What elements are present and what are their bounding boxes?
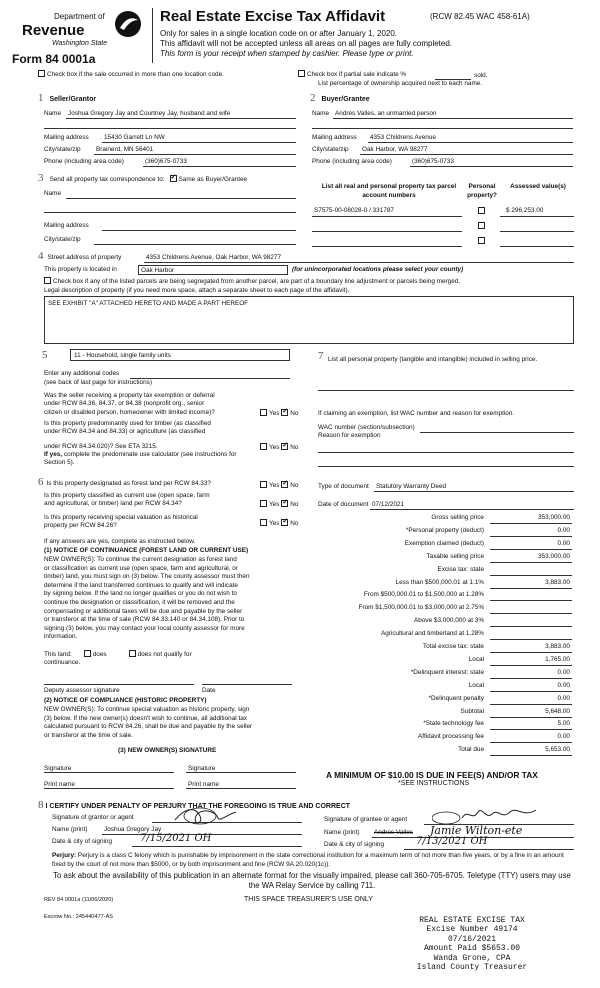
grantee-date[interactable]: 7/13/2021 OH [416, 836, 488, 847]
tax-row-label: Exemption claimed (deduct) [404, 539, 484, 547]
segregated-checkbox[interactable] [44, 277, 51, 284]
sec3-name-label: Name [44, 190, 62, 197]
header-line2: This affidavit will not be accepted unless all areas on all pages are fully completed. [160, 39, 453, 48]
sec6-q2a: Is this property classified as current use (open space, farm [44, 492, 210, 499]
tax-row-line [490, 613, 572, 614]
sec3-line2 [44, 212, 296, 213]
forest-no-checkbox[interactable] [281, 481, 288, 488]
sec3-mailing-line[interactable] [102, 230, 296, 231]
tax-row-line [490, 523, 572, 524]
section-number-2: 2 [310, 92, 316, 104]
tax-row-value[interactable]: 3,883.00 [545, 643, 570, 650]
buyer-heading: Buyer/Grantee [321, 96, 370, 103]
buyer-city-line [360, 154, 573, 155]
seller-name[interactable]: Joshua Gregory Jay and Courtney Jay, husband and wife [68, 110, 231, 117]
partial-sale-checkbox[interactable] [298, 70, 305, 77]
rev-number: REV 84 0001a (11/06/2020) [44, 897, 114, 903]
tax-row-label: Taxable selling price [426, 552, 484, 560]
form-rcw: (RCW 82.45 WAC 458-61A) [430, 12, 530, 21]
partial-sale-check[interactable]: Check box if partial sale indicate % [298, 70, 406, 78]
personal-property-checkbox[interactable] [478, 237, 485, 244]
notice-line: continue the designation or classification, it will be removed and the [44, 599, 235, 606]
form-number: Form 84 0001a [12, 52, 96, 66]
property-street[interactable]: 4353 Childrens Avenue, Oak Harbor, WA 98277 [146, 254, 281, 261]
revenue-word: Revenue [22, 22, 85, 39]
stamp-line-2: Excise Number 49174 [426, 925, 518, 935]
section-number-1: 1 [38, 92, 44, 104]
forest-yes-checkbox[interactable] [260, 481, 267, 488]
grantor-date[interactable]: 7/15/2021 OH [140, 833, 212, 844]
logo-swoosh-icon [114, 10, 142, 38]
revenue-logo [8, 8, 148, 58]
multi-location-check[interactable]: Check box if the sale occurred in more than one location code. [38, 70, 224, 78]
seller-city-line [94, 154, 296, 155]
section-number-6: 6 [38, 476, 44, 488]
buyer-name[interactable]: Andres Valles, an unmarried person [335, 110, 437, 117]
tax-row-value[interactable]: 0.00 [557, 694, 570, 702]
owner-print-line-2[interactable] [186, 788, 296, 789]
escrow-number: Escrow No.: 245440477-AS [44, 914, 114, 920]
treasurer-stamp [400, 916, 544, 972]
sec6-q2b: and agricultural, or timber) land per RCW 84.34? [44, 500, 182, 507]
sec3-name-line[interactable] [66, 198, 296, 199]
owner-print-line-1[interactable] [44, 788, 174, 789]
tax-row-label: Excise tax: state [437, 565, 484, 573]
doc-type-line [374, 491, 574, 492]
seller-name-line [66, 118, 296, 119]
deputy-date-line[interactable] [202, 684, 292, 685]
tax-row-label: Affidavit processing fee [418, 733, 484, 741]
seller-city[interactable]: Brainerd, MN 56401 [96, 146, 154, 153]
buyer-phone[interactable]: (360)675-0733 [412, 158, 454, 165]
section-number-4: 4 [38, 250, 44, 262]
tax-row-line [490, 600, 572, 601]
assessed-line [500, 216, 574, 217]
notice-line: by signing below. If the land no longer qualifies or you do not wish to [44, 590, 237, 598]
q-exemption-2: under RCW 84.36, 84.37, or 84.38 (nonprofit org., senior [44, 400, 205, 407]
sec4-street: 4 Street address of property [38, 250, 122, 262]
seller-phone[interactable]: (360)675-0733 [145, 158, 187, 165]
tax-row-label: Total due [458, 746, 484, 754]
notice-line: or transferor at the time of sale (RCW 84.33.140 or 84.34.108). Prior to [44, 616, 245, 624]
notice-line: determine if the land transferred continues to qualify and will indicate [44, 581, 238, 589]
tax-row-value[interactable]: 1,765.00 [545, 655, 570, 663]
multi-location-checkbox[interactable] [38, 70, 45, 77]
tax-row-label: *State technology fee [423, 720, 484, 728]
sec6-q3b: property per RCW 84.26? [44, 522, 117, 529]
section-number-8: 8 [38, 799, 44, 811]
stamp-line-1: REAL ESTATE EXCISE TAX [419, 916, 525, 925]
buyer-city[interactable]: Oak Harbor, WA 98277 [362, 146, 428, 153]
tax-row-value[interactable]: 0.00 [557, 526, 570, 534]
treasurer-use: THIS SPACE TREASURER'S USE ONLY [244, 896, 373, 903]
header-line3: This form is your receipt when stamped by cashier. Please type or print. [160, 49, 414, 58]
seller-name-line2 [44, 128, 296, 129]
owner-sig-label-1: Signature [44, 765, 72, 772]
exemption-yes-checkbox[interactable] [260, 409, 267, 416]
legal-label: Legal description of property (if you need more space, attach a separate sheet to each page of the affidavit). [44, 287, 350, 294]
grantor-name-label: Name (print) [52, 826, 88, 833]
grantee-date-line [404, 849, 574, 850]
buyer-mailing[interactable]: 4353 Childrens Avenue [370, 134, 436, 141]
grantee-sig-label: Signature of grantee or agent [324, 816, 408, 823]
if-any-yes: If any answers are yes, complete as instructed below. [44, 538, 196, 545]
notice2-head: (2) NOTICE OF COMPLIANCE (HISTORIC PROPERTY) [44, 697, 207, 704]
tax-row-value[interactable]: 5.00 [557, 720, 570, 728]
personal-line[interactable] [318, 390, 574, 391]
buyer-section [310, 92, 370, 104]
tax-row-label: Total excise tax: state [422, 643, 484, 650]
tax-row-line [490, 755, 572, 756]
land-use-select[interactable]: 11 - Household, single family units [70, 349, 290, 361]
tax-row-line [490, 562, 572, 563]
grantor-signature-icon [170, 804, 240, 828]
same-as-buyer-checkbox[interactable] [170, 175, 177, 182]
land-does-checkbox[interactable] [84, 650, 91, 657]
buyer-name-line [333, 118, 573, 119]
doc-date-label: Date of document [318, 501, 369, 508]
tax-row-label: Gross selling price [431, 514, 484, 521]
notice-line: NEW OWNER(S): To continue special valuation as historic property, sign [44, 706, 250, 713]
alternate-format: To ask about the availability of this publication in an alternate format for the visually impaired, please call 360-705-6705. Teletype (TTY) users may use the WA Relay Service by calling 711. [53, 871, 571, 890]
notice-line: signing (3) below, you may contact your local county assessor for more [44, 624, 245, 632]
buyer-name-label: Name [312, 110, 330, 117]
reason-label: Reason for exemption [318, 432, 381, 439]
buyer-phone-label: Phone (including area code) [312, 158, 392, 165]
tax-row-label: Subtotal [460, 707, 484, 715]
parcel-line [312, 246, 462, 247]
sec3-send: 3 Send all property tax correspondence to: ✓ Same as Buyer/Grantee [38, 172, 247, 184]
exemption-wac: If claiming an exemption, list WAC number and reason for exemption. [318, 410, 515, 417]
buyer-mailing-line [368, 142, 573, 143]
current-use-yesno[interactable]: Yes ✓ No [260, 500, 298, 508]
doc-type[interactable]: Statutory Warranty Deed [376, 483, 447, 490]
if-yes-text: If yes, complete the predominate use calculator (see instructions for [44, 451, 237, 458]
notice-line: or classification as current use (open space, farm and agricultural, or [44, 564, 238, 572]
notice1-head: (1) NOTICE OF CONTINUANCE (FOREST LAND OR CURRENT USE) [44, 547, 249, 554]
stamp-line-3: 07/16/2021 [447, 934, 496, 944]
buyer-city-label: City/state/zip [312, 146, 349, 153]
current-use-yes-checkbox[interactable] [260, 500, 267, 507]
wac-number-line[interactable] [420, 432, 574, 433]
deputy-date-label: Date [202, 687, 216, 694]
tax-row-label: From $500,000.01 to $1,500,000 at 1.28% [363, 591, 484, 599]
tax-row-line [490, 704, 572, 705]
exemption-no-checkbox[interactable] [281, 409, 288, 416]
grantor-date-line [132, 846, 302, 847]
parcel-line [312, 216, 462, 217]
see-instructions: *SEE INSTRUCTIONS [398, 780, 470, 787]
tax-row-label: Agricultural and timberland at 1.28% [380, 630, 484, 638]
doc-type-label: Type of document [318, 483, 369, 490]
q-timber-yesno[interactable]: Yes ✓ No [260, 443, 298, 451]
add-codes-line[interactable] [130, 378, 290, 379]
notice-line: calculated pursuant to RCW 84.26, shall be due and payable by the seller [44, 723, 253, 731]
assessed-col-header: Assessed value(s) [510, 183, 566, 190]
section-number-3: 3 [38, 172, 44, 184]
buyer-name-line2 [312, 128, 573, 129]
tax-row-label: *Personal property (deduct) [405, 526, 484, 534]
q-timber-3: under RCW 84.34.020)? See ETA 3215. [44, 443, 158, 450]
buyer-mailing-label: Mailing address [312, 134, 357, 141]
if-yes-text-2: Section 5). [44, 459, 75, 466]
grantee-date-label: Date & city of signing [324, 841, 385, 848]
parcel-number[interactable]: S7575-00-08028-0 / 331787 [314, 207, 394, 214]
grantee-signature-icon [432, 804, 542, 826]
q-exemption-1: Was the seller receiving a property tax exemption or deferral [44, 392, 215, 399]
sec3-mailing-label: Mailing address [44, 222, 89, 229]
segregated-check[interactable]: Check box if any of the listed parcels are being segregated from another parcel, are part of a boundary line adjustment or parcels being merged. [44, 277, 460, 285]
forest-yesno[interactable]: Yes ✓ No [260, 481, 298, 489]
deputy-sig-line[interactable] [44, 684, 194, 685]
tax-row-line [490, 678, 572, 679]
tax-row-line [490, 588, 572, 589]
parcel-line [312, 231, 462, 232]
buyer-phone-line [410, 166, 573, 167]
owner-print-label-2: Print name [188, 781, 219, 788]
legal-description-box[interactable]: SEE EXHIBIT "A" ATTACHED HERETO AND MADE A PART HEREOF [44, 296, 574, 344]
tax-row-line [490, 729, 572, 730]
tax-row-line [490, 652, 572, 653]
owner-print-label-1: Print name [44, 781, 75, 788]
sec3-city-label: City/state/zip [44, 236, 81, 243]
header-divider [152, 8, 153, 63]
seller-city-label: City/state/zip [44, 146, 81, 153]
street-line [144, 262, 574, 263]
tax-row-line [490, 639, 572, 640]
tax-row-label: *Delinquent interest: state [410, 668, 484, 676]
notice-line: timber) land, you must sign on (3) below. The county assessor must then [44, 573, 250, 581]
assessed-value[interactable]: $ 296,253.00 [506, 207, 544, 214]
tax-row-label: Local [468, 681, 484, 689]
uninc-note: (for unincorporated locations please select your county) [292, 266, 464, 273]
tax-row-value[interactable]: 5,653.00 [545, 746, 570, 754]
tax-row-value[interactable]: 5,648.00 [545, 707, 570, 715]
owner-sig-line-1[interactable] [44, 772, 174, 773]
assessed-line [500, 231, 574, 232]
q-timber-2: under RCW 84.34 and 84.33) or agriculture (as classified [44, 428, 206, 435]
certify-line: 8 I CERTIFY UNDER PENALTY OF PERJURY THAT THE FOREGOING IS TRUE AND CORRECT [38, 799, 351, 811]
perjury-text: Perjury: Perjury is a class C felony which is punishable by imprisonment in the state correctional institution for a maximum term of not more than five years, or by a fine in an amount fixed by the court of not more than $5000, or by both imprisonment and fine (RCW 9A.20.020(1c)). [52, 852, 564, 868]
notice3-head: (3) NEW OWNER(S) SIGNATURE [118, 747, 217, 754]
seller-heading: Seller/Grantor [49, 96, 97, 103]
land-does-not-checkbox[interactable] [129, 650, 136, 657]
section-number-7: 7 [318, 350, 324, 362]
form-title: Real Estate Excise Tax Affidavit [160, 8, 386, 25]
seller-mailing-line [102, 142, 296, 143]
tax-row-line [490, 549, 572, 550]
notice-line: compensating or additional taxes will be due and payable by the seller [44, 607, 243, 615]
tax-row-line [490, 536, 572, 537]
grantee-name-hand: Jamie Wilton-ete [430, 824, 523, 837]
this-land: This land: does does not qualify for [44, 651, 192, 658]
seller-phone-label: Phone (including area code) [44, 158, 124, 165]
stamp-line-6: Island County Treasurer [416, 963, 528, 973]
owner-sig-label-2: Signature [188, 765, 216, 772]
dept-of: Department of [54, 12, 105, 21]
stamp-line-5: Wanda Grone, CPA [433, 953, 511, 963]
wac-number-label: WAC number (section/subsection) [318, 424, 415, 431]
header-line1: Only for sales in a single location code on or after January 1, 2020. [160, 29, 398, 38]
sec3-city-line[interactable] [94, 244, 296, 245]
tax-row-label: *Delinquent penalty [428, 694, 484, 702]
owner-sig-line-2[interactable] [186, 772, 296, 773]
personal-property-checkbox[interactable] [478, 207, 485, 214]
doc-date-line [370, 509, 574, 510]
seller-name-label: Name [44, 110, 62, 117]
tax-row-line [490, 575, 572, 576]
located-label: This property is located in [44, 266, 117, 273]
stamp-line-4: Amount Paid $5653.00 [423, 944, 520, 954]
tax-row-label: Above $3,000,000 at 3% [414, 617, 484, 625]
tax-row-line [490, 691, 572, 692]
grantee-name-label: Name (print) [324, 829, 360, 836]
grantor-sig-label: Signature of grantor or agent [52, 814, 134, 821]
add-codes-label: Enter any additional codes [44, 370, 120, 377]
q-exemption-yesno[interactable]: Yes ✓ No [260, 409, 298, 417]
deputy-label: Deputy assessor signature [44, 687, 120, 694]
grantor-name[interactable]: Joshua Gregory Jay [104, 826, 162, 833]
tax-row-label: From $1,500,000.01 to $3,000,000 at 2.75% [358, 604, 484, 612]
tax-row-line [490, 665, 572, 666]
tax-row-value[interactable]: 0.00 [557, 681, 570, 689]
tax-row-line [490, 626, 572, 627]
parcel-col-header: List all real and personal property tax parcel account numbers [321, 183, 457, 199]
historic-no-checkbox[interactable] [281, 519, 288, 526]
ownership-text: List percentage of ownership acquired next to each name. [318, 80, 483, 87]
current-use-no-checkbox[interactable] [281, 500, 288, 507]
see-back: (see back of last page for instructions) [44, 379, 152, 386]
reason-line[interactable] [318, 452, 574, 453]
grantor-date-label: Date & city of signing [52, 838, 113, 845]
seller-mailing-label: Mailing address [44, 134, 89, 141]
q-timber-1: Is this property predominantly used for timber (as classified [44, 420, 211, 427]
notice-line: (3) below. If the new owner(s) doesn't wish to continue, all additional tax [44, 714, 247, 722]
tax-row-value[interactable]: 3,883.00 [545, 578, 570, 586]
tax-row-line [490, 717, 572, 718]
personal-property-checkbox[interactable] [478, 222, 485, 229]
list-personal: List all personal property (tangible and intangible) included in selling price. [328, 356, 538, 363]
assessed-line [500, 246, 574, 247]
sold-text: sold. [474, 72, 488, 79]
tax-row-value[interactable]: 353,000.00 [538, 552, 570, 560]
tax-row-label: Less than $500,000.01 at 1.1% [395, 578, 484, 586]
minimum-due: A MINIMUM OF $10.00 IS DUE IN FEE(S) AND/OR TAX [326, 770, 538, 780]
historic-yesno[interactable]: Yes ✓ No [260, 519, 298, 527]
notice-line: information. [44, 633, 78, 641]
notice-line: or transferor at the time of sale. [44, 731, 133, 739]
continuance-word: continuance. [44, 659, 81, 666]
reason-line2 [318, 466, 574, 467]
timber-yes-checkbox[interactable] [260, 443, 267, 450]
seller-mailing[interactable]: 15430 Garrett Ln NW [104, 134, 165, 141]
sec6-q1: 6 Is this property designated as forest land per RCW 84.33? [38, 476, 211, 488]
washington-state: Washington State [52, 40, 108, 47]
grantee-name[interactable]: Andres Valles [374, 829, 413, 836]
tax-row-value[interactable]: 0.00 [557, 733, 570, 741]
tax-row-value[interactable]: 0.00 [557, 668, 570, 676]
located-select[interactable]: Oak Harbor [138, 265, 288, 275]
timber-no-checkbox[interactable] [281, 443, 288, 450]
tax-row-value[interactable]: 353,000.00 [538, 514, 570, 521]
doc-date[interactable]: 07/12/2021 [372, 501, 404, 508]
historic-yes-checkbox[interactable] [260, 519, 267, 526]
tax-row-line [490, 742, 572, 743]
tax-row-value[interactable]: 0.00 [557, 539, 570, 547]
section-number-5: 5 [42, 349, 48, 361]
notice-line: NEW OWNER(S): To continue the current designation as forest land [44, 556, 237, 563]
q-exemption-3: citizen or disabled person, homeowner with limited income)? [44, 409, 215, 416]
sec6-q3a: Is this property receiving special valuation as historical [44, 514, 198, 521]
tax-row-label: Local [468, 655, 484, 663]
seller-section [38, 92, 96, 104]
personal-col-header: Personal property? [467, 183, 497, 199]
seller-phone-line [143, 166, 296, 167]
